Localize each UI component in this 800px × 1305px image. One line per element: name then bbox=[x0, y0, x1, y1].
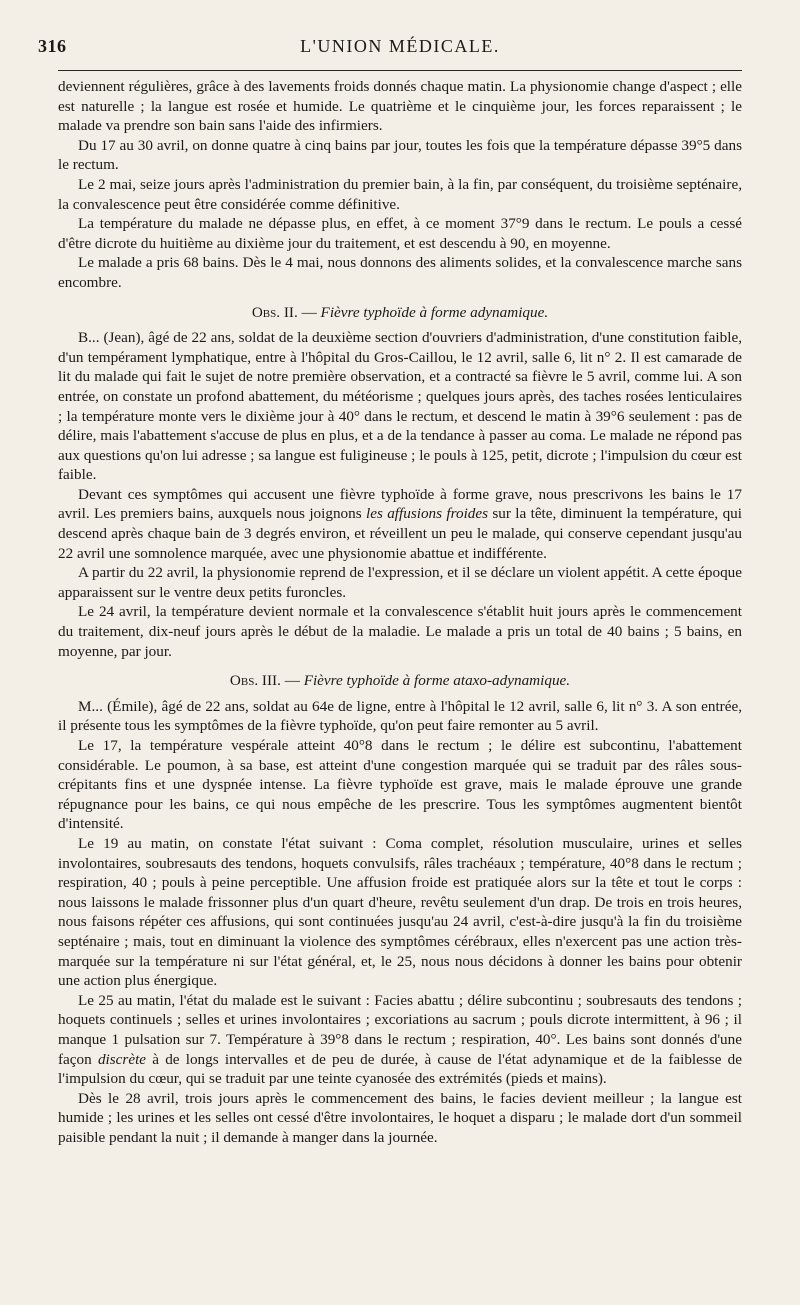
observation-title: Fièvre typhoïde à forme ataxo-adynamique. bbox=[303, 672, 571, 690]
paragraph: A partir du 22 avril, la physionomie reprend de l'expression, et il se déclare un violent appétit. A cette époque apparaissent sur le ventre deux petits furoncles. bbox=[58, 564, 742, 601]
paragraph: La température du malade ne dépasse plus, en effet, à ce moment 37°9 dans le rectum. Le pouls a cessé d'être dicrote du huitième au dixième jour du traitement, et est descendu à 90, en moyenne. bbox=[58, 215, 742, 252]
paragraph: Dès le 28 avril, trois jours après le commencement des bains, le facies devient meilleur ; la langue est humide ; les urines et les selles ont cessé d'être involontaires, le hoquet a disparu ; le malade dort d'un sommeil paisible pendant la nuit ; il demande à manger dans la journée. bbox=[58, 1089, 742, 1146]
page-number: 316 bbox=[38, 36, 67, 56]
paragraph: Le 2 mai, seize jours après l'administration du premier bain, à la fin, par conséquent, du troisième septénaire, la convalescence peut être considérée comme définitive. bbox=[58, 175, 742, 213]
paragraph: Le 19 au matin, on constate l'état suivant : Coma complet, résolution musculaire, urines et selles involontaires, soubresauts des tendons, hoquets convulsifs, râles trachéaux ; température, 40°8 dans le rectum ; respiration, 40 ; pouls à peine perceptible. Une affusion froide est pratiquée alors sur la tête et tout le corps : nous laissons le malade frissonner plus d'un quart d'heure, revêtu seulement d'un drap. De trois en trois heures, nous faisons répéter ces affusions, qui sont continuées jusqu'au 24 avril, c'est-à-dire jusqu'à la fin du troisième septénaire ; mais, tout en diminuant la violence des symptômes cérébraux, elles n'exercent pas une action très-marquée sur la température ni sur l'état général, et, le 25, nous nous décidons à donner les bains pour obtenir une action plus énergique. bbox=[58, 834, 742, 990]
heading-dash: — bbox=[301, 303, 317, 321]
paragraph: Le 24 avril, la température devient normale et la convalescence s'établit huit jours après le commencement du traitement, dix-neuf jours après le début de la maladie. Le malade a pris un total de 40 bains ; 5 bains, en moyenne, par jour. bbox=[58, 603, 742, 660]
text-run: Le 25 au matin, l'état du malade est le suivant : Facies abattu ; délire subcontinu ; soubresauts des tendons ; hoquets continuels ; selles et urines involontaires ; excoriations au sacrum ; pouls dicrote intermittent, à 96 ; il manque 1 pulsation sur 7. Température à 39°8 dans le rectum ; respiration, 40°. Les bains sont donnés d'une façon bbox=[58, 991, 742, 1068]
paragraph: M... (Émile), âgé de 22 ans, soldat au 64e de ligne, entre à l'hôpital le 12 avril, salle 6, lit n° 3. A son entrée, il présente tous les symptômes de la fièvre typhoïde, qu'on peut faire remonter au 5 avril. bbox=[58, 697, 742, 735]
observation-number: Obs. III. bbox=[229, 672, 281, 690]
heading-dash: — bbox=[284, 672, 300, 690]
italic-text: discrète bbox=[97, 1050, 147, 1068]
paragraph: B... (Jean), âgé de 22 ans, soldat de la deuxième section d'ouvriers d'administration, d'une constitution faible, d'un tempérament lymphatique, entre à l'hôpital du Gros-Caillou, le 12 avril, salle 6, lit n° 2. Il est camarade de lit du malade qui fait le sujet de notre première observation, et a contracté sa fièvre le 5 avril, comme lui. A son entrée, on constate un profond abattement, du météorisme ; quelques jours après, des taches rosées lenticulaires ; la température monte vers le dixième jour à 40° dans le rectum, et descend le matin à 39°6 seulement : pas de délire, mais l'abattement s'accuse de plus en plus, et a de la tendance à passer au coma. Le malade ne répond pas aux questions qu'on lui adresse ; sa langue est fuligineuse ; le pouls à 125, petit, dicrote ; l'impulsion du cœur est faible. bbox=[58, 329, 742, 484]
italic-text: les affusions froides bbox=[365, 505, 489, 523]
page-header bbox=[38, 36, 742, 66]
text-run: à de longs intervalles et de peu de durée, à cause de l'état adynamique et de la faiblesse de l'impulsion du cœur, qui se traduit par une teinte cyanosée des extrémités (pieds et mains). bbox=[58, 1050, 742, 1088]
text-run: sur la tête, diminuent la température, qui descend après chaque bain de 3 degrés environ, et réveillent un peu le malade, qui conserve cependant jusqu'au 22 avril une somnolence marquée, avec une physionomie abattue et indifférente. bbox=[58, 505, 742, 562]
text-run: Devant ces symptômes qui accusent une fièvre typhoïde à forme grave, nous prescrivons les bains le 17 avril. Les premiers bains, auxquels nous joignons bbox=[58, 485, 742, 523]
observation-heading-3 bbox=[58, 671, 742, 691]
running-title: L'UNION MÉDICALE. bbox=[300, 36, 500, 56]
header-rule bbox=[58, 70, 742, 71]
paragraph: Du 17 au 30 avril, on donne quatre à cinq bains par jour, toutes les fois que la température dépasse 39°5 dans le rectum. bbox=[58, 136, 742, 174]
paragraph: deviennent régulières, grâce à des lavements froids donnés chaque matin. La physionomie change d'aspect ; elle est naturelle ; la langue est rosée et humide. Le quatrième et le cinquième jour, les forces reparaissent ; le malade va prendre son bain sans l'aide des infirmiers. bbox=[58, 78, 742, 135]
observation-title: Fièvre typhoïde à forme adynamique. bbox=[320, 303, 549, 321]
paragraph bbox=[58, 485, 742, 563]
paragraph: Le 17, la température vespérale atteint 40°8 dans le rectum ; le délire est subcontinu, l'abattement considérable. Le poumon, à sa base, est atteint d'une congestion marquée qui se traduit par des râles sous-crépitants fins et une dyspnée intense. La fièvre typhoïde est grave, mais le malade éprouve une grande répugnance pour les bains, ce qui nous empêche de les prescrire. Tous les symptômes augmentent bientôt d'intensité. bbox=[58, 737, 742, 833]
paragraph bbox=[58, 991, 742, 1089]
article-body bbox=[58, 77, 742, 1147]
observation-number: Obs. II. bbox=[251, 303, 298, 321]
paragraph: Le malade a pris 68 bains. Dès le 4 mai, nous donnons des aliments solides, et la convalescence marche sans encombre. bbox=[58, 254, 742, 291]
observation-heading-2 bbox=[58, 303, 742, 323]
